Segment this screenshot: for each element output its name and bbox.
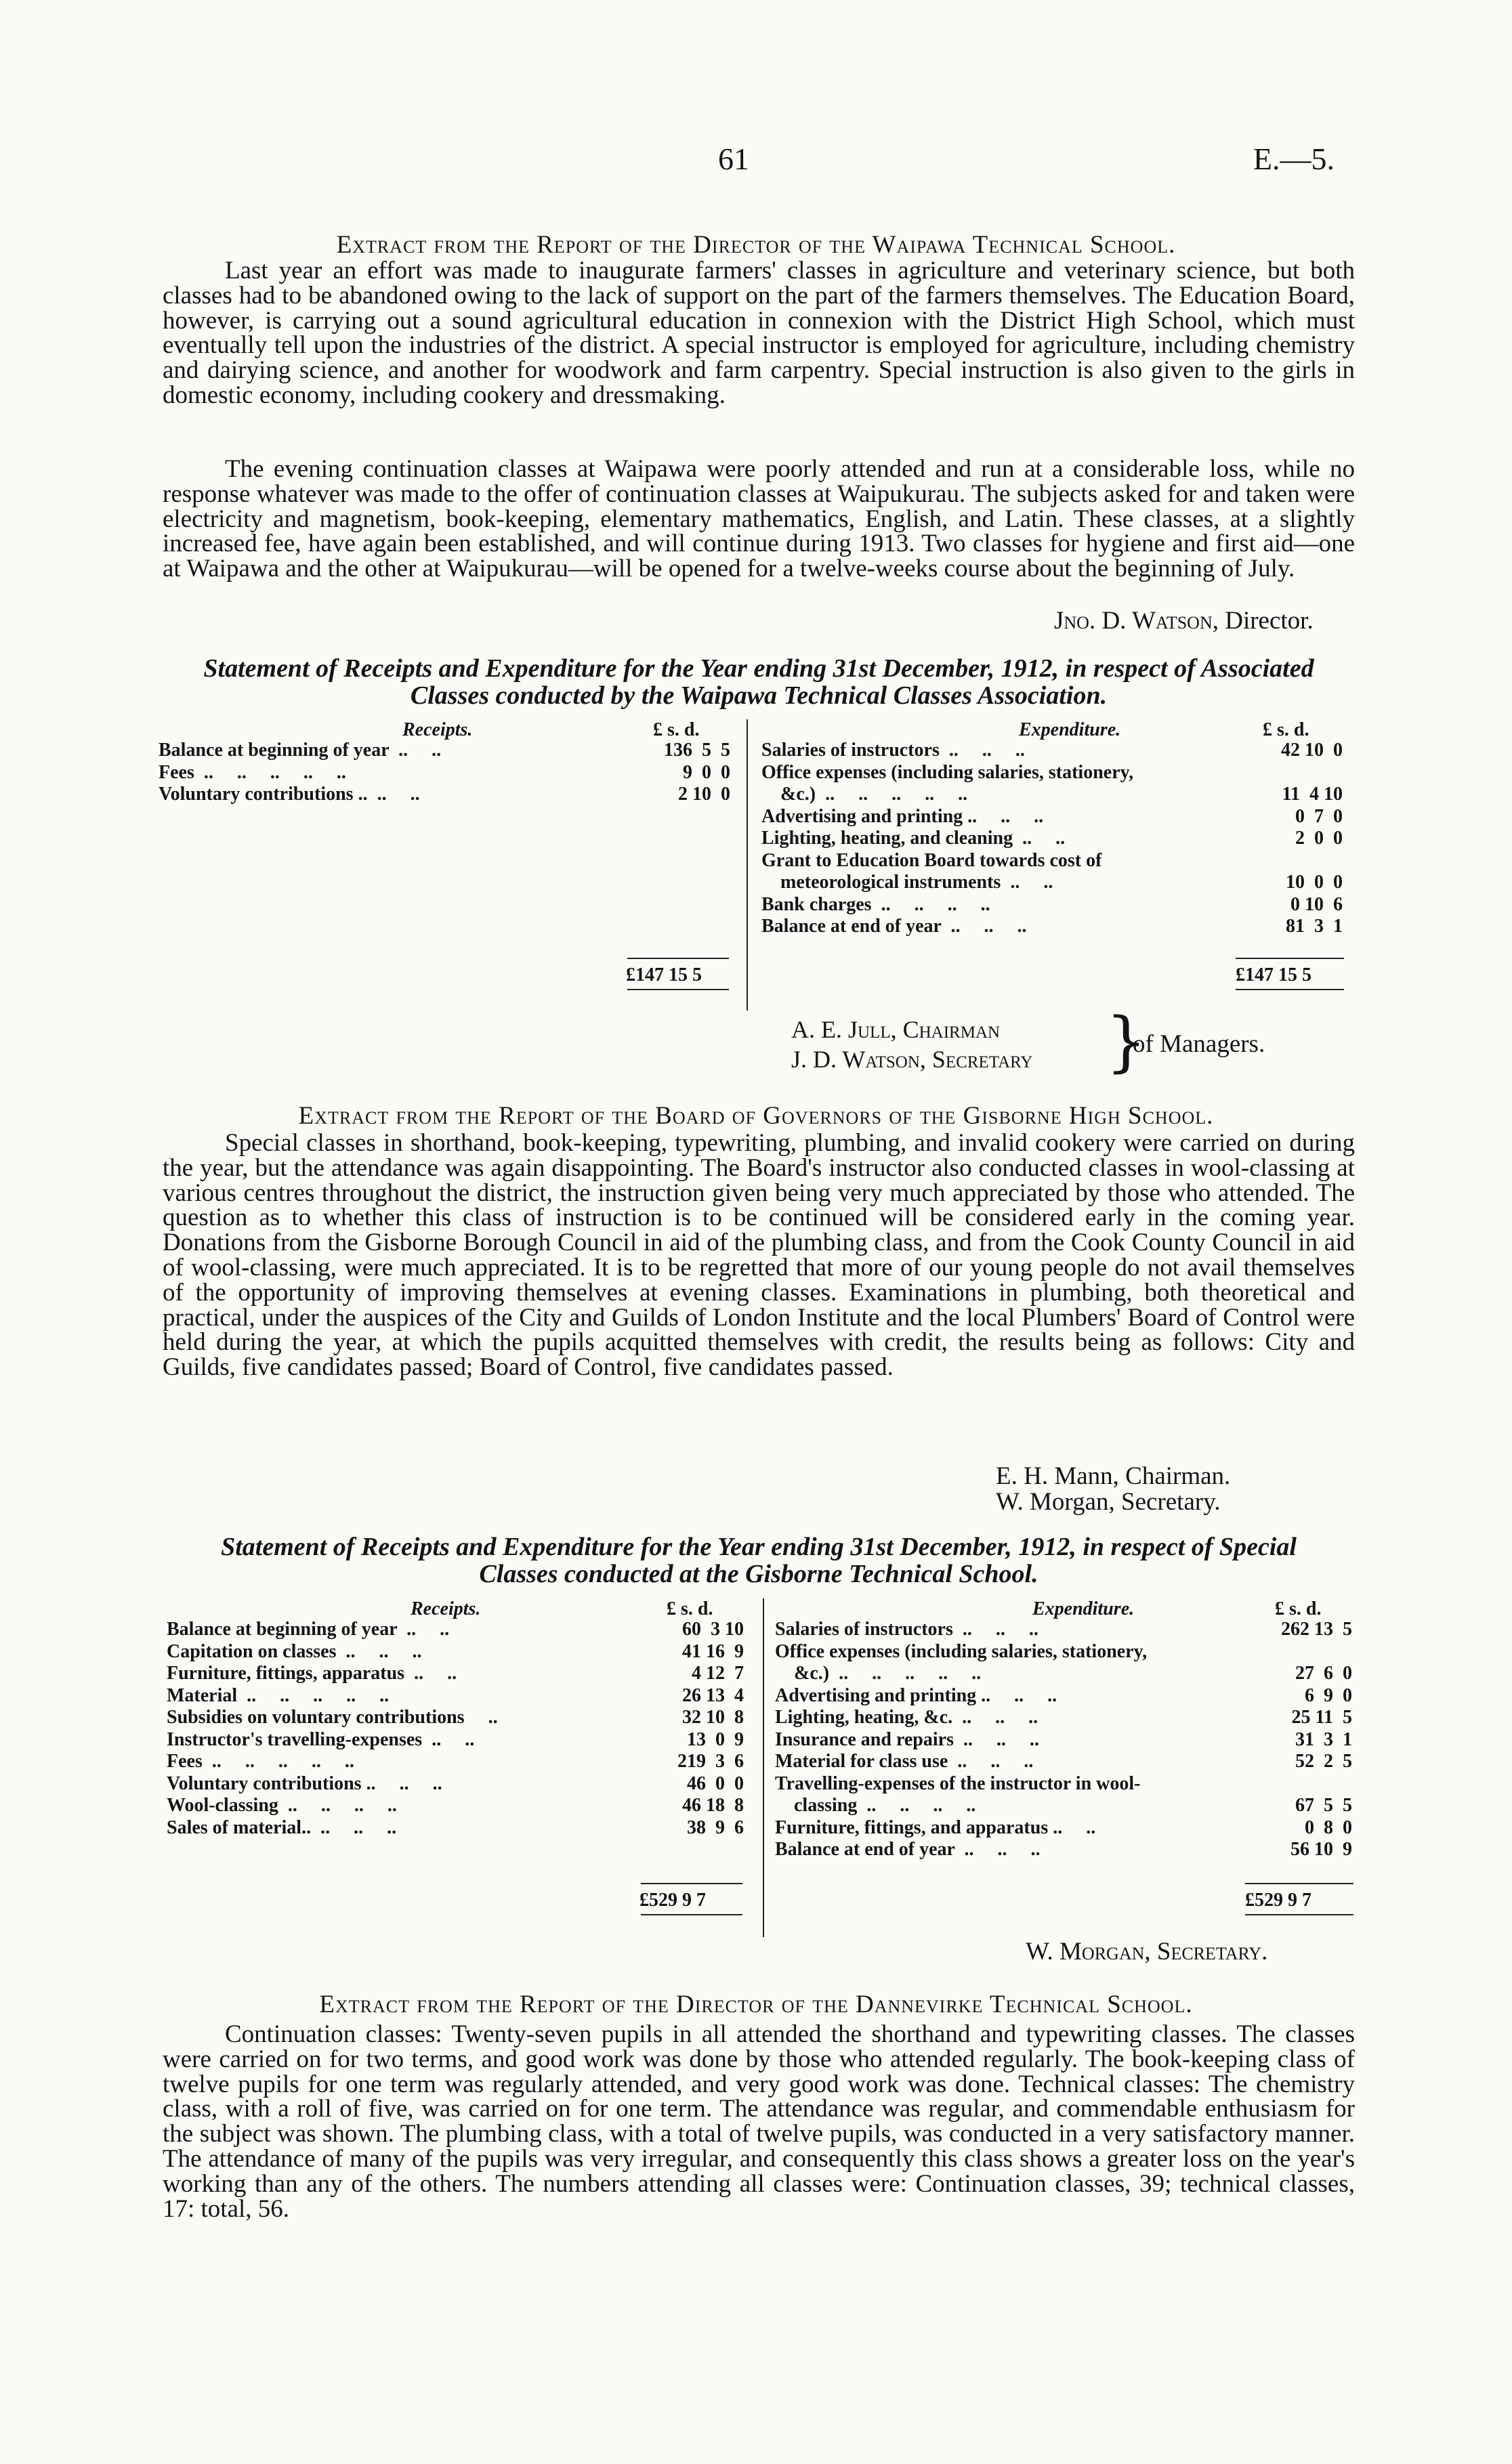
waipawa-expenditure-amount: 0 10 6	[1290, 893, 1343, 915]
gisborne-receipt-item-text: Furniture, fittings, apparatus	[167, 1663, 405, 1684]
gisborne-receipt-leader-dots: .. .. ..	[336, 1640, 422, 1662]
gisborne-receipt-item-text: Balance at beginning of year	[167, 1619, 398, 1640]
gisborne-receipt-row	[167, 1663, 756, 1685]
gisborne-expenditure-item-label	[775, 1795, 975, 1817]
gisborne-receipt-row	[167, 1729, 756, 1751]
gisborne-receipt-leader-dots: .. ..	[375, 1772, 442, 1794]
gisborne-receipt-item-label	[167, 1685, 389, 1707]
gisborne-expenditure-item-text: Salaries of instructors	[775, 1619, 953, 1640]
waipawa-expenditure-amount: 0 7 0	[1295, 805, 1343, 827]
waipawa-expenditure-item-label	[761, 784, 967, 805]
gisborne-expenditure-row	[775, 1817, 1359, 1840]
waipawa-expenditure-leader-dots: .. ..	[1001, 872, 1053, 893]
waipawa-signature-name: Jno. D. Watson,	[1054, 607, 1219, 635]
waipawa-expenditure-leader-dots: .. .. ..	[941, 916, 1027, 937]
gisborne-receipt-leader-dots: .. ..	[404, 1663, 457, 1684]
gisborne-receipt-row	[167, 1619, 756, 1641]
waipawa-expenditure-item-text: Bank charges	[761, 893, 872, 915]
page-number: 61	[718, 142, 749, 176]
waipawa-receipts-label: Receipts.	[402, 719, 473, 740]
waipawa-expenditure-rule-bottom	[1236, 989, 1344, 990]
gisborne-expenditure-rule-top	[1245, 1883, 1353, 1884]
gisborne-expenditure-item-label	[775, 1773, 1140, 1795]
dannevirke-heading: Extract from the Report of the Director of the Dannevirke Technical School.	[319, 1991, 1193, 2018]
gisborne-expenditure-amount: 0 8 0	[1305, 1817, 1352, 1838]
gisborne-expenditure-item-label	[775, 1685, 1057, 1707]
gisborne-expenditure-item-label	[775, 1641, 1147, 1663]
waipawa-account-table	[159, 719, 1351, 1011]
gisborne-expenditure-item-label	[775, 1751, 1033, 1772]
gisborne-expenditure-item-label	[775, 1817, 1095, 1839]
gisborne-expenditure-item-label	[775, 1729, 1039, 1751]
gisborne-expenditure-rule-bottom	[1245, 1914, 1353, 1915]
gisborne-receipt-amount: 38 9 6	[687, 1817, 744, 1838]
gisborne-statement-title-1: Statement of Receipts and Expenditure for the Year ending 31st December, 1912, in respect of Special	[221, 1533, 1297, 1561]
gisborne-expenditure-column	[775, 1598, 1359, 1861]
waipawa-expenditure-item-label	[761, 806, 1043, 828]
gisborne-receipt-amount: 4 12 7	[692, 1663, 744, 1684]
waipawa-divider	[747, 719, 748, 1011]
waipawa-expenditure-row	[761, 850, 1351, 872]
waipawa-expenditure-leader-dots: .. .. .. .. ..	[816, 784, 968, 805]
waipawa-expenditure-leader-dots: .. .. ..	[939, 740, 1025, 761]
waipawa-expenditure-row	[761, 872, 1351, 894]
gisborne-receipt-leader-dots: .. .. .. .. ..	[237, 1684, 390, 1706]
gisborne-receipt-row	[167, 1751, 756, 1773]
gisborne-receipt-item-label	[167, 1619, 449, 1640]
waipawa-paragraph-2: The evening continuation classes at Waipawa were poorly attended and run at a considerable loss, while no response whatever was made to the offer of continuation classes at Waipukurau. The subjects asked for and taken were electricity and magnetism, book-keeping, elementary mathematics, English, and Latin. These classes, at a slightly increased fee, have again been established, and will continue during 1913. Two classes for hygiene and first aid—one at Waipawa and the other at Waipukurau—will be opened for a twelve-weeks course about the beginning of July.	[163, 455, 1355, 583]
gisborne-expenditure-leader-dots: .. .. .. .. ..	[829, 1663, 982, 1684]
gisborne-expenditure-leader-dots: .. .. .. ..	[857, 1795, 976, 1816]
waipawa-expenditure-leader-dots: .. .. .. ..	[871, 893, 990, 915]
waipawa-receipt-item-text: Balance at beginning of year	[159, 740, 390, 761]
waipawa-signature	[1054, 606, 1314, 635]
gisborne-receipt-amount: 46 18 8	[682, 1795, 744, 1816]
waipawa-expenditure-leader-dots: .. ..	[977, 805, 1044, 827]
gisborne-receipt-item-text: Capitation on classes	[167, 1640, 337, 1662]
gisborne-expenditure-leader-dots: ..	[1062, 1817, 1096, 1838]
gisborne-receipt-row	[167, 1817, 756, 1840]
gisborne-expenditure-item-text: Office expenses (including salaries, stationery,	[775, 1640, 1148, 1662]
gisborne-expenditure-item-text: Balance at end of year	[775, 1839, 955, 1860]
gisborne-receipts-currency: £ s. d.	[667, 1598, 713, 1619]
gisborne-expenditure-amount: 52 2 5	[1295, 1751, 1352, 1772]
gisborne-expenditure-total: £529 9 7	[1245, 1890, 1311, 1911]
waipawa-paragraph-1: Last year an effort was made to inaugurate farmers' classes in agriculture and veterinary science, but both classes had to be abandoned owing to the lack of support on the part of the farmers themselves. The Education Board, however, is carrying out a sound agricultural education in connexion with the District High School, which must eventually tell upon the industries of the district. A special instructor is employed for agriculture, including chemistry and dairying science, and another for woodwork and farm carpentry. Special instruction is also given to the girls in domestic economy, including cookery and dressmaking.	[163, 257, 1355, 409]
waipawa-expenditure-row	[761, 806, 1351, 828]
gisborne-expenditure-item-text: Furniture, fittings, and apparatus ..	[775, 1817, 1063, 1838]
gisborne-receipt-item-label	[167, 1641, 421, 1663]
waipawa-expenditure-row	[761, 762, 1351, 784]
waipawa-expenditure-item-text: Grant to Education Board towards cost of	[761, 849, 1102, 871]
waipawa-expenditure-item-text: meteorological instruments	[761, 872, 1001, 893]
gisborne-expenditure-amount: 262 13 5	[1281, 1619, 1352, 1640]
gisborne-receipt-leader-dots: .. .. ..	[311, 1817, 397, 1838]
gisborne-expenditure-amount: 25 11 5	[1291, 1707, 1352, 1728]
gisborne-receipt-item-label	[167, 1707, 498, 1728]
waipawa-receipt-item-text: Fees	[159, 761, 194, 783]
waipawa-receipts-column	[159, 719, 742, 806]
gisborne-expenditure-amount: 27 6 0	[1295, 1663, 1352, 1684]
gisborne-receipts-column	[167, 1598, 756, 1839]
waipawa-secretary: J. D. Watson, Secretary	[791, 1046, 1033, 1073]
gisborne-expenditure-row	[775, 1773, 1359, 1796]
gisborne-expenditure-leader-dots: .. .. ..	[954, 1839, 1041, 1860]
gisborne-receipt-amount: 46 0 0	[687, 1772, 744, 1794]
waipawa-signature-title: Director.	[1225, 607, 1314, 635]
waipawa-receipts-rule-top	[627, 958, 729, 959]
waipawa-statement-title-1: Statement of Receipts and Expenditure for the Year ending 31st December, 1912, in respect of Associated	[203, 654, 1314, 683]
waipawa-receipt-item-label	[159, 740, 441, 761]
gisborne-expenditure-row	[775, 1685, 1359, 1707]
gisborne-signature-chairman: E. H. Mann, Chairman.	[996, 1462, 1231, 1490]
gisborne-receipt-item-label	[167, 1817, 396, 1839]
gisborne-expenditure-item-text: classing	[775, 1795, 858, 1816]
waipawa-heading: Extract from the Report of the Director of the Waipawa Technical School.	[336, 231, 1176, 259]
waipawa-expenditure-item-label	[761, 916, 1026, 937]
waipawa-receipt-amount: 9 0 0	[683, 761, 730, 783]
gisborne-expenditure-item-text: Travelling-expenses of the instructor in wool-	[775, 1772, 1141, 1794]
waipawa-receipt-amount: 2 10 0	[678, 784, 730, 805]
gisborne-receipt-amount: 32 10 8	[682, 1707, 744, 1728]
gisborne-expenditure-row	[775, 1839, 1359, 1861]
gisborne-expenditure-item-text: Advertising and printing ..	[775, 1684, 991, 1706]
waipawa-expenditure-column	[761, 719, 1351, 938]
gisborne-receipt-amount: 41 16 9	[682, 1640, 744, 1662]
gisborne-expenditure-amount: 31 3 1	[1295, 1728, 1352, 1750]
waipawa-receipt-item-label	[159, 762, 346, 784]
gisborne-expenditure-amount: 56 10 9	[1290, 1839, 1352, 1860]
waipawa-expenditure-currency: £ s. d.	[1263, 719, 1309, 740]
gisborne-receipts-label: Receipts.	[411, 1598, 481, 1619]
gisborne-receipt-item-text: Sales of material..	[167, 1817, 312, 1838]
waipawa-expenditure-item-label	[761, 740, 1025, 761]
gisborne-expenditure-item-text: Insurance and repairs	[775, 1728, 954, 1750]
gisborne-expenditure-leader-dots: .. .. ..	[952, 1707, 1038, 1728]
gisborne-expenditure-item-text: &c.)	[775, 1663, 830, 1684]
gisborne-receipt-leader-dots: .. .. .. .. ..	[202, 1751, 354, 1772]
gisborne-expenditure-leader-dots: .. .. ..	[952, 1619, 1038, 1640]
gisborne-expenditure-item-text: Lighting, heating, &c.	[775, 1707, 953, 1728]
waipawa-receipts-rule-bottom	[627, 989, 729, 990]
waipawa-expenditure-item-label	[761, 872, 1053, 893]
gisborne-expenditure-leader-dots: .. ..	[990, 1684, 1057, 1706]
gisborne-expenditure-amount: 67 5 5	[1295, 1795, 1352, 1816]
gisborne-heading: Extract from the Report of the Board of Governors of the Gisborne High School.	[298, 1102, 1214, 1130]
gisborne-expenditure-item-label	[775, 1663, 981, 1684]
gisborne-receipt-item-text: Voluntary contributions ..	[167, 1772, 376, 1794]
dannevirke-paragraph-1: Continuation classes: Twenty-seven pupils in all attended the shorthand and typewriting classes. The classes were carried on for two terms, and good work was done by those who attended regularly. The book-keeping class of twelve pupils for one term was regularly attended, and very good work was done. Technical classes: The chemistry class, with a roll of five, was carried on for one term. The attendance was regular, and commendable enthusiasm for the subject was shown. The plumbing class, with a total of twelve pupils, was conducted in a very satisfactory manner. The attendance of many of the pupils was very irregular, and consequently this class shows a greater loss on the year's working than any of the others. The numbers attending all classes were: Continuation classes, 39; technical classes, 17: total, 56.	[163, 2020, 1355, 2223]
gisborne-receipt-item-label	[167, 1729, 474, 1751]
waipawa-expenditure-item-label	[761, 762, 1133, 784]
waipawa-receipt-row	[159, 740, 742, 762]
waipawa-receipt-row	[159, 762, 742, 784]
waipawa-expenditure-amount: 42 10 0	[1281, 740, 1343, 761]
gisborne-signature-secretary: W. Morgan, Secretary.	[996, 1488, 1221, 1516]
gisborne-receipt-row	[167, 1795, 756, 1817]
gisborne-account-table	[167, 1598, 1359, 1937]
gisborne-receipt-row	[167, 1707, 756, 1729]
gisborne-expenditure-row	[775, 1795, 1359, 1817]
waipawa-expenditure-item-label	[761, 894, 990, 916]
waipawa-receipt-item-text: Voluntary contributions ..	[159, 784, 368, 805]
gisborne-divider	[763, 1598, 764, 1937]
waipawa-expenditure-item-text: Salaries of instructors	[761, 740, 940, 761]
gisborne-receipt-item-text: Subsidies on voluntary contributions	[167, 1707, 465, 1728]
gisborne-expenditure-label: Expenditure.	[1032, 1598, 1135, 1619]
waipawa-expenditure-label: Expenditure.	[1019, 719, 1121, 740]
gisborne-expenditure-leader-dots: .. .. ..	[948, 1751, 1034, 1772]
waipawa-receipt-leader-dots: .. .. .. .. ..	[194, 761, 346, 783]
waipawa-managers-label: of Managers.	[1133, 1030, 1265, 1058]
waipawa-expenditure-item-label	[761, 828, 1065, 849]
gisborne-receipt-item-label	[167, 1663, 457, 1684]
waipawa-expenditure-amount: 2 0 0	[1295, 828, 1343, 849]
gisborne-expenditure-leader-dots: .. .. ..	[953, 1728, 1039, 1750]
gisborne-receipt-item-text: Wool-classing	[167, 1795, 278, 1816]
gisborne-expenditure-currency: £ s. d.	[1275, 1598, 1322, 1619]
waipawa-expenditure-rule-top	[1236, 958, 1344, 959]
waipawa-receipt-leader-dots: .. ..	[367, 784, 420, 805]
gisborne-receipt-row	[167, 1685, 756, 1707]
gisborne-receipt-item-label	[167, 1795, 397, 1817]
waipawa-expenditure-amount: 10 0 0	[1286, 872, 1343, 893]
waipawa-expenditure-item-text: Advertising and printing ..	[761, 805, 978, 827]
gisborne-statement-signature: W. Morgan, Secretary.	[1026, 1938, 1268, 1966]
gisborne-expenditure-row	[775, 1663, 1359, 1685]
gisborne-receipt-item-text: Instructor's travelling-expenses	[167, 1728, 423, 1750]
waipawa-receipt-amount: 136 5 5	[664, 740, 730, 761]
waipawa-receipt-leader-dots: .. ..	[389, 740, 442, 761]
waipawa-expenditure-leader-dots: .. ..	[1013, 828, 1066, 849]
gisborne-receipt-item-text: Fees	[167, 1751, 203, 1772]
waipawa-receipts-currency: £ s. d.	[653, 719, 700, 740]
gisborne-expenditure-item-label	[775, 1619, 1038, 1640]
waipawa-expenditure-item-text: Office expenses (including salaries, stationery,	[761, 761, 1134, 783]
waipawa-receipt-item-label	[159, 784, 420, 805]
waipawa-expenditure-total: £147 15 5	[1236, 964, 1311, 985]
curly-brace-icon: }	[1106, 1004, 1148, 1080]
gisborne-paragraph-1: Special classes in shorthand, book-keeping, typewriting, plumbing, and invalid cookery were carried on during the year, but the attendance was again disappointing. The Board's instructor also conducted classes in wool-classing at various centres throughout the district, the instruction given being very much appreciated by those who attended. The question as to whether this class of instruction is to be continued will be considered early in the coming year. Donations from the Gisborne Borough Council in aid of the plumbing class, and from the Cook County Council in aid of wool-classing, were much appreciated. It is to be regretted that more of our young people do not avail themselves of the opportunity of improving themselves at evening classes. Examinations in plumbing, both theoretical and practical, under the auspices of the City and Guilds of London Institute and the local Plumbers' Board of Control were held during the year, at which the pupils acquitted themselves with credit, the results being as follows: City and Guilds, five candidates passed; Board of Control, five candidates passed.	[163, 1129, 1355, 1382]
gisborne-receipt-amount: 60 3 10	[682, 1619, 744, 1640]
waipawa-expenditure-row	[761, 828, 1351, 850]
waipawa-expenditure-amount: 11 4 10	[1282, 784, 1343, 805]
gisborne-receipt-leader-dots: .. ..	[422, 1728, 475, 1750]
gisborne-receipt-item-label	[167, 1751, 354, 1772]
waipawa-expenditure-amount: 81 3 1	[1286, 916, 1343, 937]
gisborne-receipt-leader-dots: .. .. .. ..	[278, 1795, 397, 1816]
waipawa-expenditure-row	[761, 916, 1351, 938]
waipawa-receipts-total: £147 15 5	[626, 964, 702, 985]
waipawa-expenditure-row	[761, 740, 1351, 762]
gisborne-receipt-leader-dots: ..	[464, 1707, 498, 1728]
gisborne-receipt-item-text: Material	[167, 1684, 238, 1706]
gisborne-receipts-total: £529 9 7	[639, 1890, 706, 1911]
gisborne-receipt-item-label	[167, 1773, 442, 1795]
gisborne-receipt-leader-dots: .. ..	[397, 1619, 450, 1640]
waipawa-statement-title-2: Classes conducted by the Waipawa Technical Classes Association.	[410, 681, 1108, 710]
gisborne-expenditure-item-text: Material for class use	[775, 1751, 948, 1772]
waipawa-receipt-row	[159, 784, 742, 806]
gisborne-expenditure-row	[775, 1619, 1359, 1641]
gisborne-expenditure-row	[775, 1641, 1359, 1663]
gisborne-receipt-amount: 26 13 4	[682, 1684, 744, 1706]
waipawa-expenditure-item-text: Lighting, heating, and cleaning	[761, 828, 1013, 849]
gisborne-receipts-rule-bottom	[641, 1914, 742, 1915]
gisborne-expenditure-item-label	[775, 1839, 1040, 1861]
waipawa-chairman: A. E. Jull, Chairman	[791, 1016, 1001, 1043]
gisborne-statement-title-2: Classes conducted at the Gisborne Technical School.	[479, 1560, 1038, 1588]
page-reference: E.—5.	[1253, 142, 1335, 176]
gisborne-receipt-row	[167, 1773, 756, 1796]
gisborne-expenditure-amount: 6 9 0	[1305, 1684, 1352, 1706]
waipawa-expenditure-item-label	[761, 850, 1101, 872]
gisborne-expenditure-row	[775, 1707, 1359, 1729]
waipawa-expenditure-item-text: Balance at end of year	[761, 916, 942, 937]
gisborne-receipt-amount: 219 3 6	[677, 1751, 744, 1772]
gisborne-receipt-row	[167, 1641, 756, 1663]
waipawa-managers-signature	[791, 1015, 1033, 1074]
waipawa-expenditure-item-text: &c.)	[761, 784, 816, 805]
gisborne-receipt-amount: 13 0 9	[687, 1728, 744, 1750]
gisborne-receipts-rule-top	[641, 1883, 742, 1884]
gisborne-expenditure-row	[775, 1729, 1359, 1751]
gisborne-expenditure-item-label	[775, 1707, 1038, 1728]
waipawa-expenditure-row	[761, 784, 1351, 806]
gisborne-expenditure-row	[775, 1751, 1359, 1773]
waipawa-expenditure-row	[761, 894, 1351, 916]
